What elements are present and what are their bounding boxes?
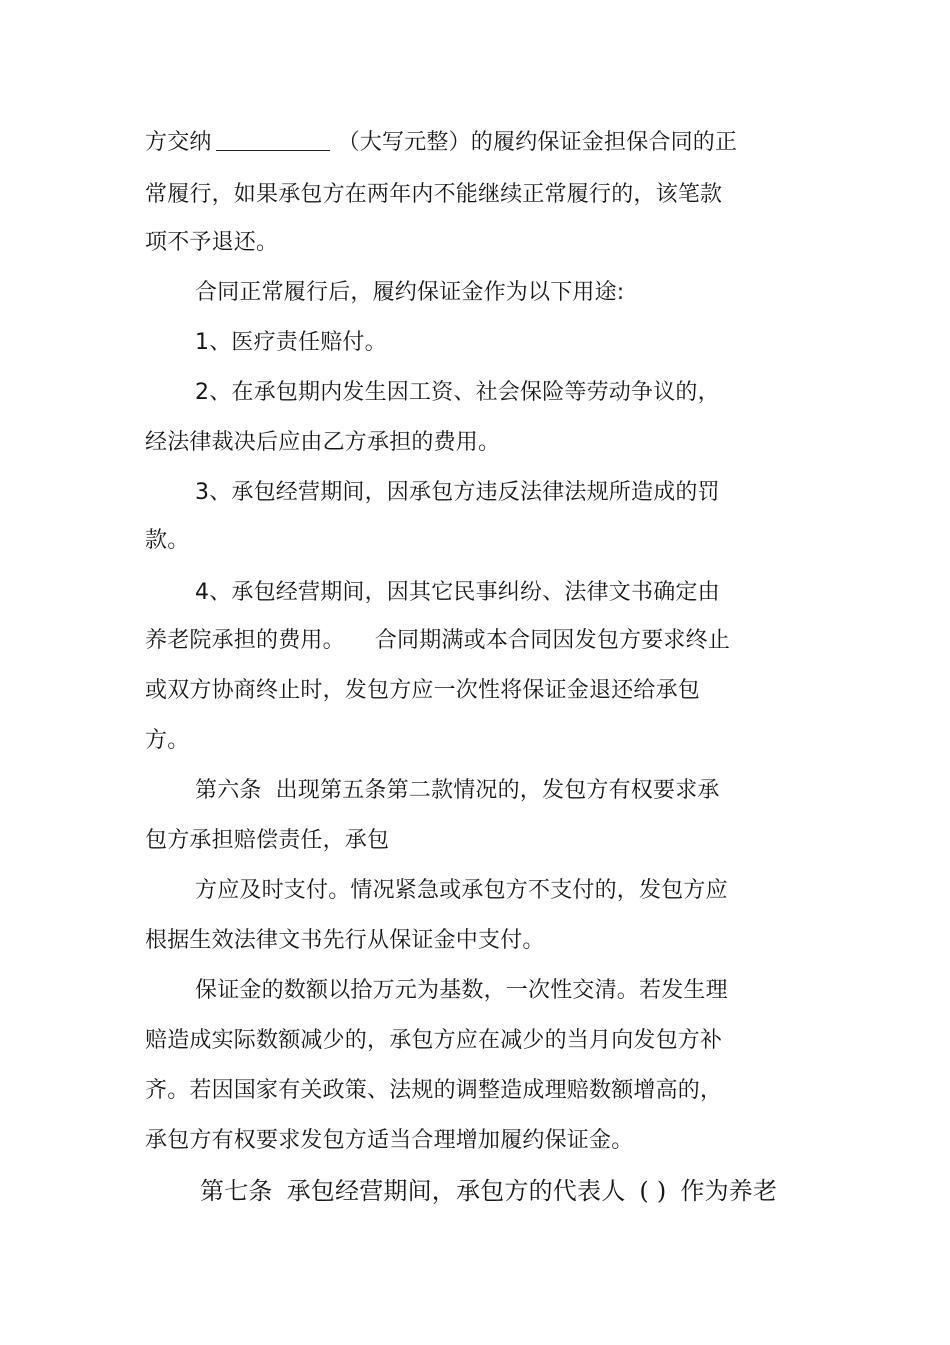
- article-six-line-1: [195, 776, 720, 806]
- paragraph-line-2: 常履行，如果承包方在两年内不能继续正常履行的，该笔款: [145, 182, 723, 207]
- representative-blank: ( ): [639, 1177, 667, 1205]
- list-item-4-tail: 养老院承担的费用。: [145, 628, 345, 653]
- list-item-3-line-2: 款。: [145, 528, 190, 553]
- paragraph-line-20: 齐。若因国家有关政策、法规的调整造成理赔数额增高的，: [145, 1078, 723, 1103]
- list-item-2-line-2: 经法律裁决后应由乙方承担的费用。: [145, 430, 501, 455]
- paragraph-line-12: 或双方协商终止时，发包方应一次性将保证金退还给承包: [145, 678, 701, 703]
- article-seven-line-1: [200, 1176, 777, 1206]
- line-1-suffix: （大写元整）的履约保证金担保合同的正: [337, 130, 738, 155]
- list-item-3-line-1: 3、承包经营期间，因承包方违反法律法规所造成的罚: [195, 480, 720, 505]
- article-seven-heading: 第七条: [200, 1177, 273, 1205]
- article-six-text: 出现第五条第二款情况的，发包方有权要求承: [275, 778, 720, 803]
- article-six-heading: 第六条: [195, 778, 262, 803]
- article-seven-text: 承包经营期间，承包方的代表人: [286, 1177, 626, 1205]
- article-six-line-2: 包方承担赔偿责任，承包: [145, 828, 390, 853]
- list-item-2-line-1: 2、在承包期内发生因工资、社会保险等劳动争议的，: [195, 380, 720, 405]
- list-item-4-line-1: 4、承包经营期间，因其它民事纠纷、法律文书确定由: [195, 580, 720, 605]
- paragraph-line-19: 赔造成实际数额减少的，承包方应在减少的当月向发包方补: [145, 1028, 723, 1053]
- paragraph-line-16: 方应及时支付。情况紧急或承包方不支付的，发包方应: [195, 878, 728, 903]
- paragraph-line-17: 根据生效法律文书先行从保证金中支付。: [145, 928, 545, 953]
- paragraph-line-18: 保证金的数额以拾万元为基数，一次性交清。若发生理: [195, 978, 728, 1003]
- paragraph-line-4: 合同正常履行后，履约保证金作为以下用途:: [195, 280, 625, 305]
- list-item-4-line-2: [145, 626, 730, 656]
- paragraph-line-13: 方。: [145, 728, 190, 753]
- amount-blank-field: [216, 130, 330, 151]
- line-1-prefix: 方交纳: [145, 130, 212, 155]
- paragraph-line-21: 承包方有权要求发包方适当合理增加履约保证金。: [145, 1128, 634, 1153]
- article-seven-tail: 作为养老: [680, 1177, 778, 1205]
- paragraph-line-3: 项不予退还。: [145, 230, 279, 255]
- paragraph-line-1: [145, 128, 737, 158]
- list-item-1: 1、医疗责任赔付。: [195, 330, 387, 355]
- contract-expiry-start: 合同期满或本合同因发包方要求终止: [374, 628, 731, 653]
